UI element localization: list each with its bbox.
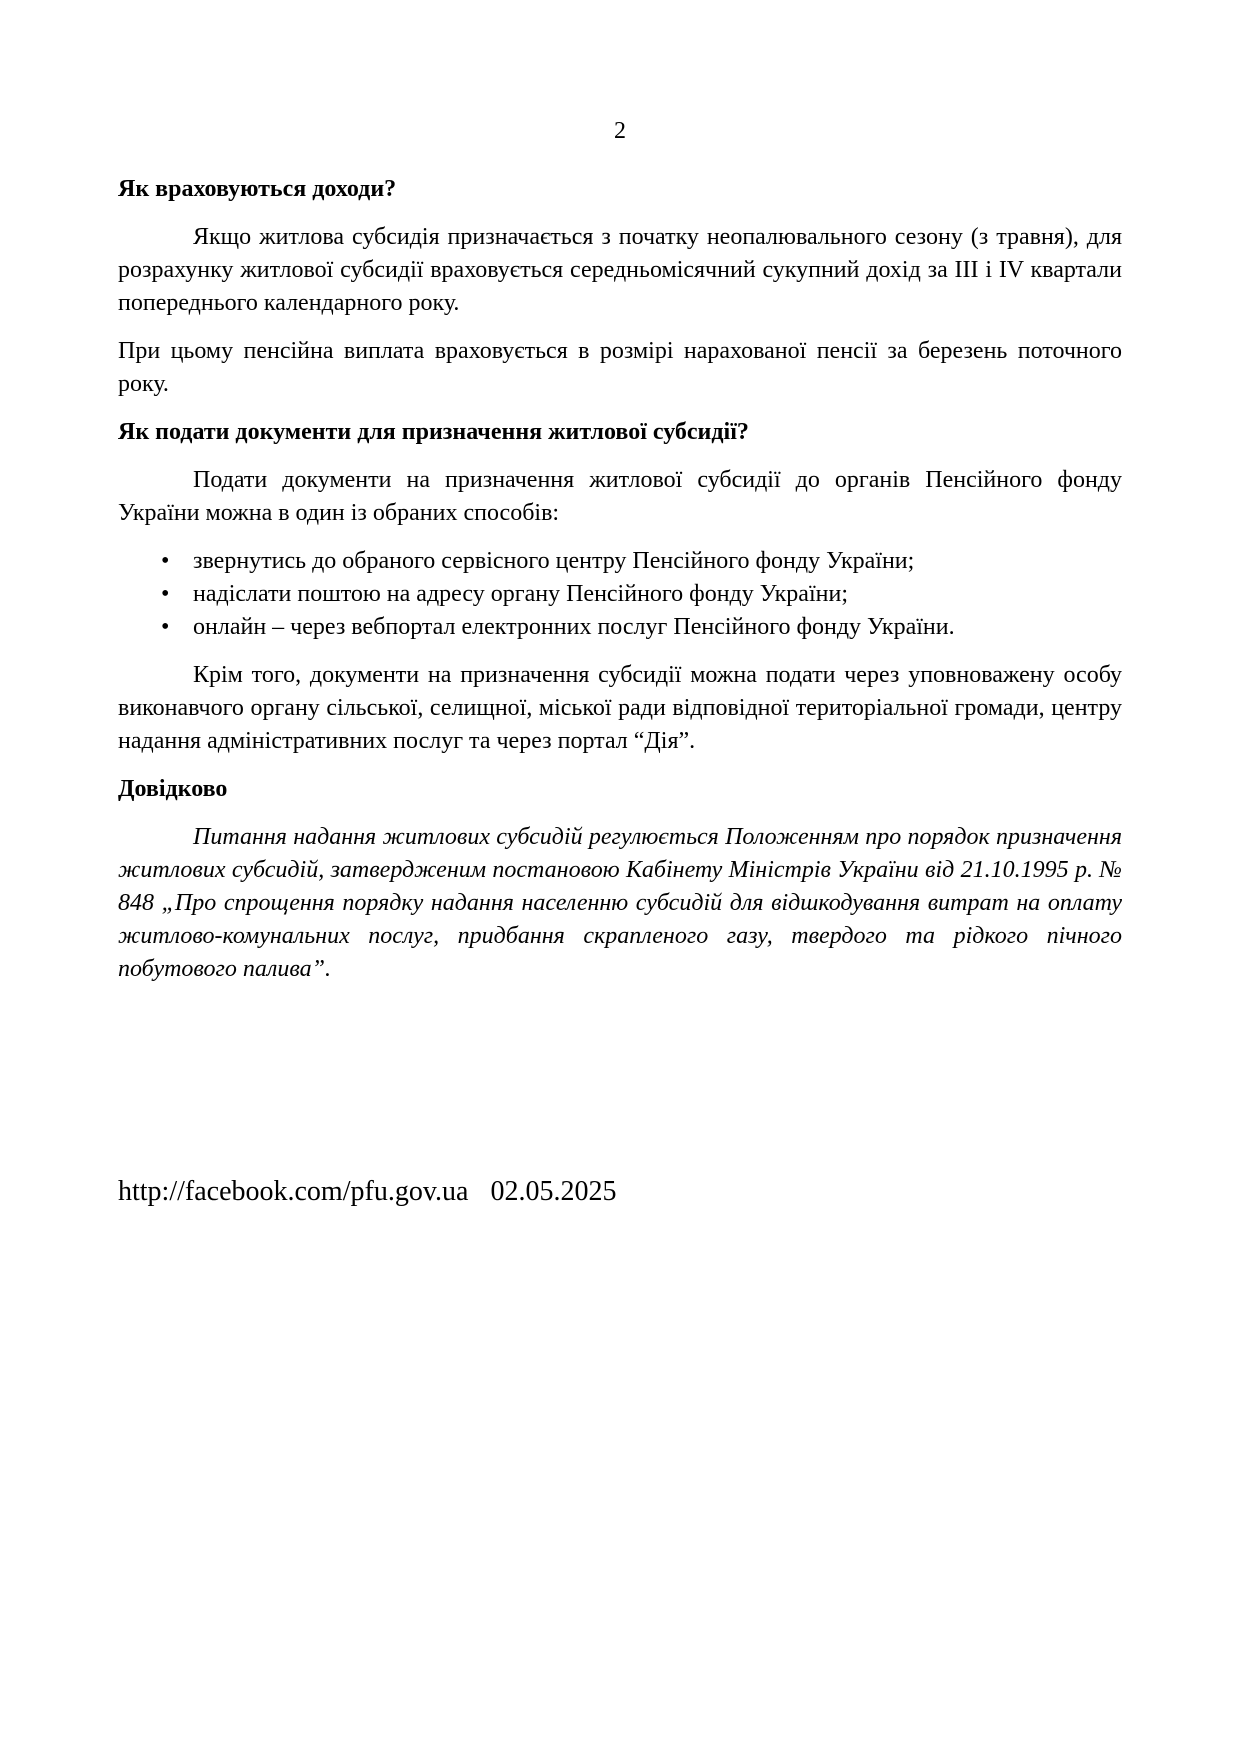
documents-paragraph-1: Подати документи на призначення житлової субсидії до органів Пенсійного фонду України можна в один із обраних способів: [118,467,1122,526]
list-item-text: надіслати поштою на адресу органу Пенсійного фонду України; [193,581,848,607]
income-paragraph-1: Якщо житлова субсидія призначається з початку неопалювального сезону (з травня), для розрахунку житлової субсидії враховується середньомісячний сукупний дохід за ІІІ і ІV квартали попереднього календарного року. [118,224,1122,316]
footer-date: 02.05.2025 [490,1176,617,1207]
submission-methods-list [118,545,1122,644]
page-number: 2 [614,118,626,144]
list-item [118,611,1122,644]
list-item-text: звернутись до обраного сервісного центру Пенсійного фонду України; [193,548,915,574]
bullet-icon: • [161,581,170,607]
footer-line [118,1175,616,1209]
bullet-icon: • [161,614,170,640]
reference-paragraph: Питання надання житлових субсидій регулюється Положенням про порядок призначення житлових субсидій, затвердженим постановою Кабінету Міністрів України від 21.10.1995 р. № 848 „Про спрощення порядку надання населенню субсидій для відшкодування витрат на оплату житлово-комунальних послуг, придбання скрапленого газу, твердого та рідкого пічного побутового палива”. [118,824,1122,982]
documents-paragraph-2: Крім того, документи на призначення субсидії можна подати через уповноважену особу виконавчого органу сільської, селищної, міської ради відповідної територіальної громади, центру надання адміністративних послуг та через портал “Дія”. [118,662,1122,754]
section-heading-income: Як враховуються доходи? [118,176,397,202]
list-item [118,545,1122,578]
list-item-text: онлайн – через вебпортал електронних послуг Пенсійного фонду України. [193,614,955,640]
footer-url: http://facebook.com/pfu.gov.ua [118,1176,469,1207]
section-heading-documents: Як подати документи для призначення житлової субсидії? [118,419,749,445]
bullet-icon: • [161,548,170,574]
income-paragraph-2: При цьому пенсійна виплата враховується в розмірі нарахованої пенсії за березень поточного року. [118,338,1122,397]
document-body [118,173,1122,1001]
section-heading-reference: Довідково [118,776,228,802]
list-item [118,578,1122,611]
